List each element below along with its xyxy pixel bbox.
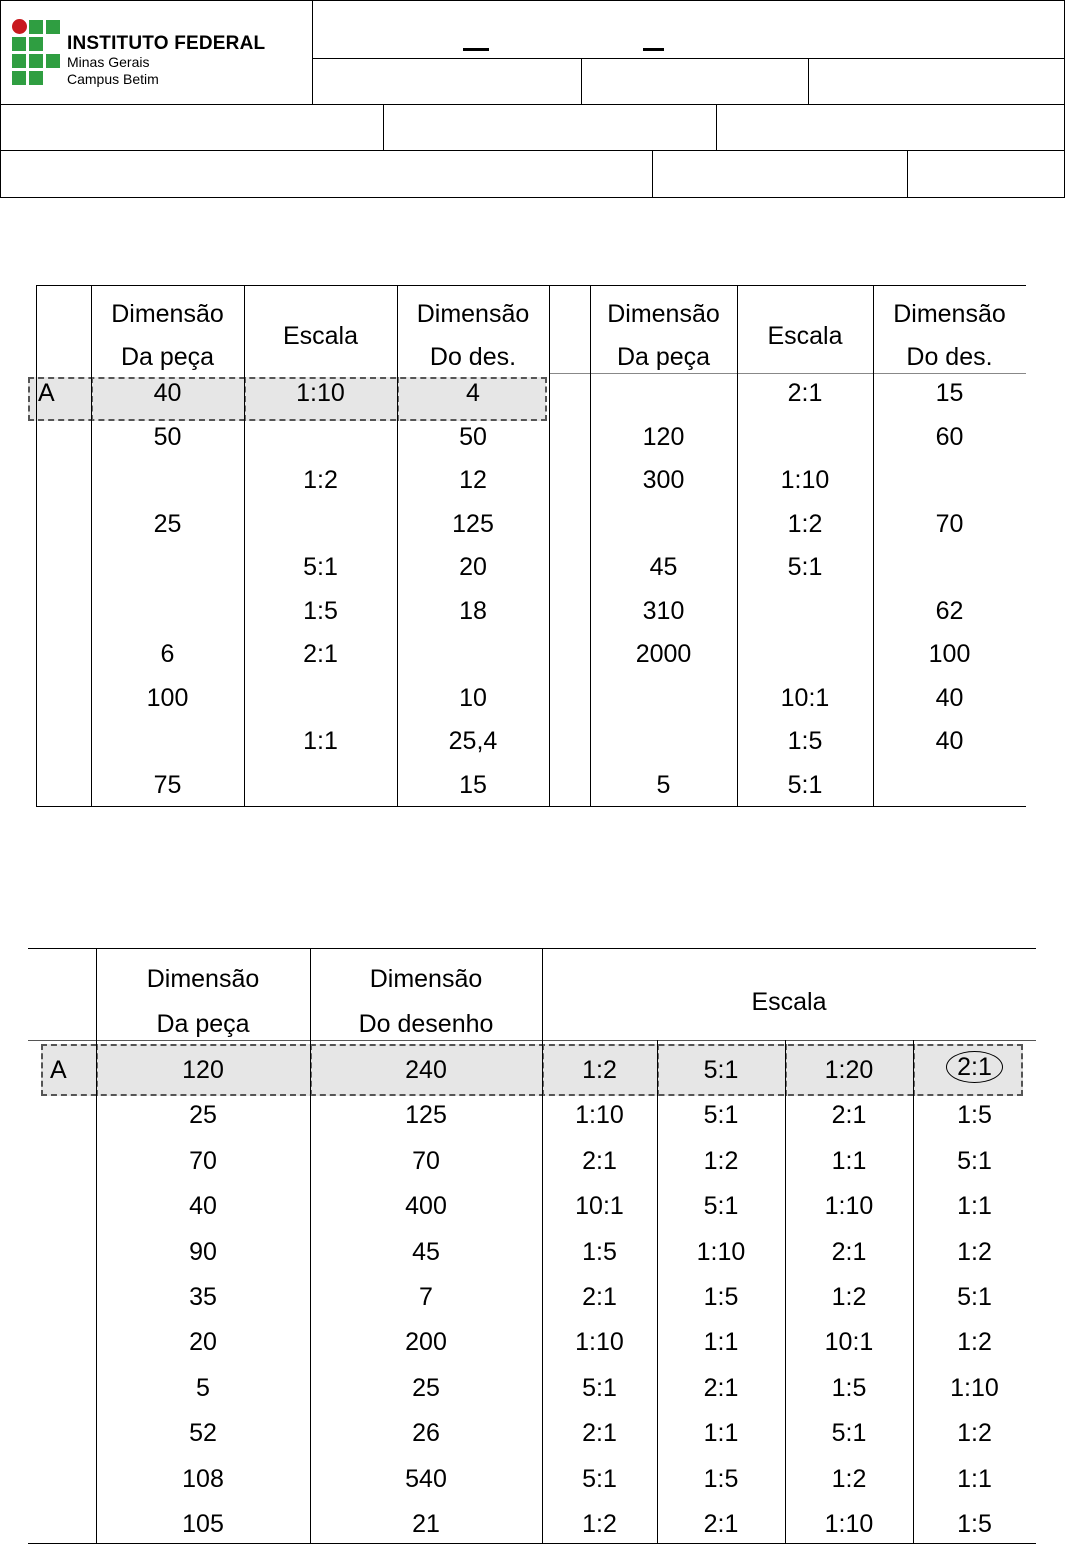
- form-divider: [716, 104, 717, 150]
- table-cell: 5: [196, 1373, 210, 1402]
- table-cell: 50: [153, 422, 182, 451]
- table-cell: 10:1: [824, 1328, 874, 1357]
- circled-answer: 2:1: [946, 1051, 1003, 1083]
- table-cell: 1:5: [957, 1510, 992, 1538]
- table2-bottom-rule: [28, 1543, 1036, 1544]
- table-cell: 35: [189, 1283, 217, 1311]
- table1-left-rule: [36, 285, 37, 807]
- table-cell: 1:2: [582, 1056, 617, 1084]
- table-cell: 60: [935, 422, 964, 451]
- table-cell: 1:1: [303, 727, 338, 755]
- form-divider: [652, 150, 653, 197]
- table-cell: 75: [153, 770, 182, 799]
- table-cell: 10:1: [575, 1192, 624, 1221]
- table-cell: 400: [405, 1192, 447, 1221]
- table-cell: 120: [182, 1056, 224, 1084]
- table-cell: 50: [459, 422, 487, 451]
- table-cell: 2:1: [582, 1419, 617, 1448]
- table-cell: 21: [412, 1510, 440, 1538]
- table-cell: 2:1: [787, 379, 823, 407]
- table-cell: 1:10: [824, 1192, 874, 1221]
- table-cell: 52: [189, 1419, 217, 1448]
- table-cell: 5:1: [703, 1192, 739, 1221]
- table1-bottom-rule: [36, 806, 1026, 807]
- table-cell: 1:1: [703, 1419, 739, 1448]
- table-cell: 1:5: [703, 1283, 739, 1311]
- table-cell: 20: [189, 1328, 217, 1357]
- table-cell: 310: [642, 596, 685, 625]
- table-cell: 1:2: [703, 1146, 739, 1175]
- table-cell: 45: [649, 553, 678, 581]
- logo-campus: Campus Betim: [67, 71, 159, 87]
- table-cell: 5:1: [787, 553, 823, 581]
- table-cell: 7: [419, 1283, 433, 1311]
- table-cell: 45: [412, 1237, 440, 1266]
- form-divider: [0, 150, 1065, 151]
- table-cell: 90: [189, 1237, 217, 1266]
- table-cell: 5:1: [957, 1146, 992, 1175]
- form-divider: [907, 150, 908, 197]
- table-cell: 1:10: [575, 1101, 624, 1130]
- table1-header-line2: Da peça: [120, 343, 215, 371]
- table1-header-line1: Dimensão: [893, 300, 1006, 328]
- table-cell: 2:1: [703, 1373, 739, 1402]
- table1-header-line1: Dimensão: [416, 300, 530, 328]
- table-cell: 125: [405, 1101, 447, 1130]
- table-cell: 1:10: [575, 1328, 624, 1357]
- table-cell: 2:1: [703, 1510, 739, 1538]
- table-cell: 15: [459, 770, 487, 799]
- table-cell: 1:1: [703, 1328, 739, 1357]
- table-cell: 1:10: [950, 1373, 999, 1402]
- table-cell: 40: [935, 727, 964, 755]
- table-cell: 62: [935, 596, 964, 625]
- table-cell: 20: [459, 553, 487, 581]
- table-cell: 540: [405, 1464, 447, 1493]
- table-cell: 5:1: [303, 553, 338, 581]
- table-cell: 240: [405, 1056, 447, 1084]
- table-cell: 1:2: [831, 1283, 867, 1311]
- table-cell: 1:2: [957, 1328, 992, 1357]
- logo-state: Minas Gerais: [67, 54, 150, 70]
- table-cell: 25: [189, 1101, 217, 1130]
- table-cell: 4: [466, 379, 480, 407]
- table-cell: 40: [189, 1192, 217, 1221]
- table-cell: 25: [153, 509, 182, 538]
- logo-mark-icon: [10, 18, 62, 84]
- table-cell: 2:1: [831, 1101, 867, 1130]
- table-cell: 1:2: [957, 1419, 992, 1448]
- table-cell: 1:5: [787, 727, 823, 755]
- table-cell: 2:1: [303, 640, 338, 668]
- row-label: A: [38, 379, 55, 407]
- table-cell: 5:1: [582, 1373, 617, 1402]
- header-form: [0, 0, 1065, 198]
- table-cell: 1:20: [824, 1056, 874, 1084]
- table-cell: 5:1: [703, 1056, 739, 1084]
- table-cell: 26: [412, 1419, 440, 1448]
- row-label: A: [50, 1056, 67, 1084]
- table1-header-line1: Dimensão: [607, 300, 720, 328]
- table-cell: 1:10: [824, 1510, 874, 1538]
- table-cell: 1:2: [303, 466, 338, 494]
- table-cell: 40: [153, 379, 182, 407]
- table1-col-divider: [549, 285, 550, 807]
- table-cell: 1:10: [296, 379, 345, 407]
- scale-table-2: [28, 948, 1036, 1544]
- table2-header-dim-des-2: Do desenho: [358, 1010, 494, 1038]
- table-cell: 120: [642, 422, 685, 451]
- table-cell: 40: [935, 683, 964, 712]
- table-cell: 1:5: [303, 596, 338, 625]
- table-cell: 6: [160, 640, 175, 668]
- table-cell: 1:1: [957, 1464, 992, 1493]
- circled-answer-cell: [913, 1051, 1036, 1083]
- table1-header-escala: Escala: [282, 322, 359, 350]
- table-cell: 5: [656, 770, 671, 799]
- table-cell: 1:5: [831, 1373, 867, 1402]
- table-cell: 1:2: [582, 1510, 617, 1538]
- table2-header-escala: Escala: [751, 988, 827, 1016]
- table-cell: 5:1: [582, 1464, 617, 1493]
- table-cell: 108: [182, 1464, 224, 1493]
- table-cell: 105: [182, 1510, 224, 1538]
- table-cell: 5:1: [787, 770, 823, 799]
- form-border-left: [0, 0, 1, 198]
- table-cell: 15: [935, 379, 964, 407]
- table-cell: 100: [146, 683, 189, 712]
- table1-header-line2: Do des.: [906, 343, 993, 371]
- table-cell: 1:10: [696, 1237, 746, 1266]
- table-cell: 70: [935, 509, 964, 538]
- table-cell: 1:2: [787, 509, 823, 538]
- date-blank-2: [643, 48, 664, 51]
- form-divider: [581, 58, 582, 104]
- table-cell: 1:5: [957, 1101, 992, 1130]
- table2-top-rule: [28, 948, 1036, 949]
- table1-header-escala: Escala: [767, 322, 843, 350]
- table-cell: 70: [412, 1146, 440, 1175]
- form-divider: [383, 104, 384, 150]
- table-cell: 1:5: [703, 1464, 739, 1493]
- table1-top-rule: [36, 285, 1026, 286]
- table-cell: 2:1: [831, 1237, 867, 1266]
- table-cell: 5:1: [703, 1101, 739, 1130]
- table-cell: 1:1: [831, 1146, 867, 1175]
- table2-header-dim-peca-1: Dimensão: [146, 965, 260, 993]
- table-cell: 12: [459, 466, 487, 494]
- table-cell: 2:1: [582, 1146, 617, 1175]
- table1-header-line2: Do des.: [429, 343, 517, 371]
- table-cell: 1:10: [780, 466, 830, 494]
- form-divider: [0, 104, 1065, 105]
- table-cell: 25: [412, 1373, 440, 1402]
- table-cell: 1:1: [957, 1192, 992, 1221]
- table-cell: 100: [928, 640, 971, 668]
- table-cell: 1:5: [582, 1237, 617, 1266]
- table-cell: 5:1: [831, 1419, 867, 1448]
- date-blank-1: [463, 48, 489, 51]
- table-cell: 25,4: [448, 727, 498, 755]
- table1-header-line2: Da peça: [616, 343, 711, 371]
- table-cell: 200: [405, 1328, 447, 1357]
- scale-table-1: [36, 285, 1026, 807]
- table1-header-line1: Dimensão: [111, 300, 224, 328]
- form-border-bottom: [0, 197, 1065, 198]
- logo-institution-name: INSTITUTO FEDERAL: [67, 33, 266, 54]
- table-cell: 300: [642, 466, 685, 494]
- table2-header-dim-peca-2: Da peça: [156, 1010, 250, 1038]
- table-cell: 1:2: [831, 1464, 867, 1493]
- table2-header-dim-des-1: Dimensão: [369, 965, 483, 993]
- table-cell: 125: [452, 509, 494, 538]
- form-divider: [808, 58, 809, 104]
- form-divider: [312, 0, 313, 104]
- table-cell: 5:1: [957, 1283, 992, 1311]
- table-cell: 2000: [635, 640, 692, 668]
- table-cell: 1:2: [957, 1237, 992, 1266]
- form-border-top: [0, 0, 1065, 1]
- table-cell: 18: [459, 596, 487, 625]
- table-cell: 10:1: [780, 683, 830, 712]
- table-cell: 10: [459, 683, 487, 712]
- institution-logo: [10, 18, 310, 88]
- table-cell: 2:1: [582, 1283, 617, 1311]
- table-cell: 70: [189, 1146, 217, 1175]
- form-divider: [312, 58, 1064, 59]
